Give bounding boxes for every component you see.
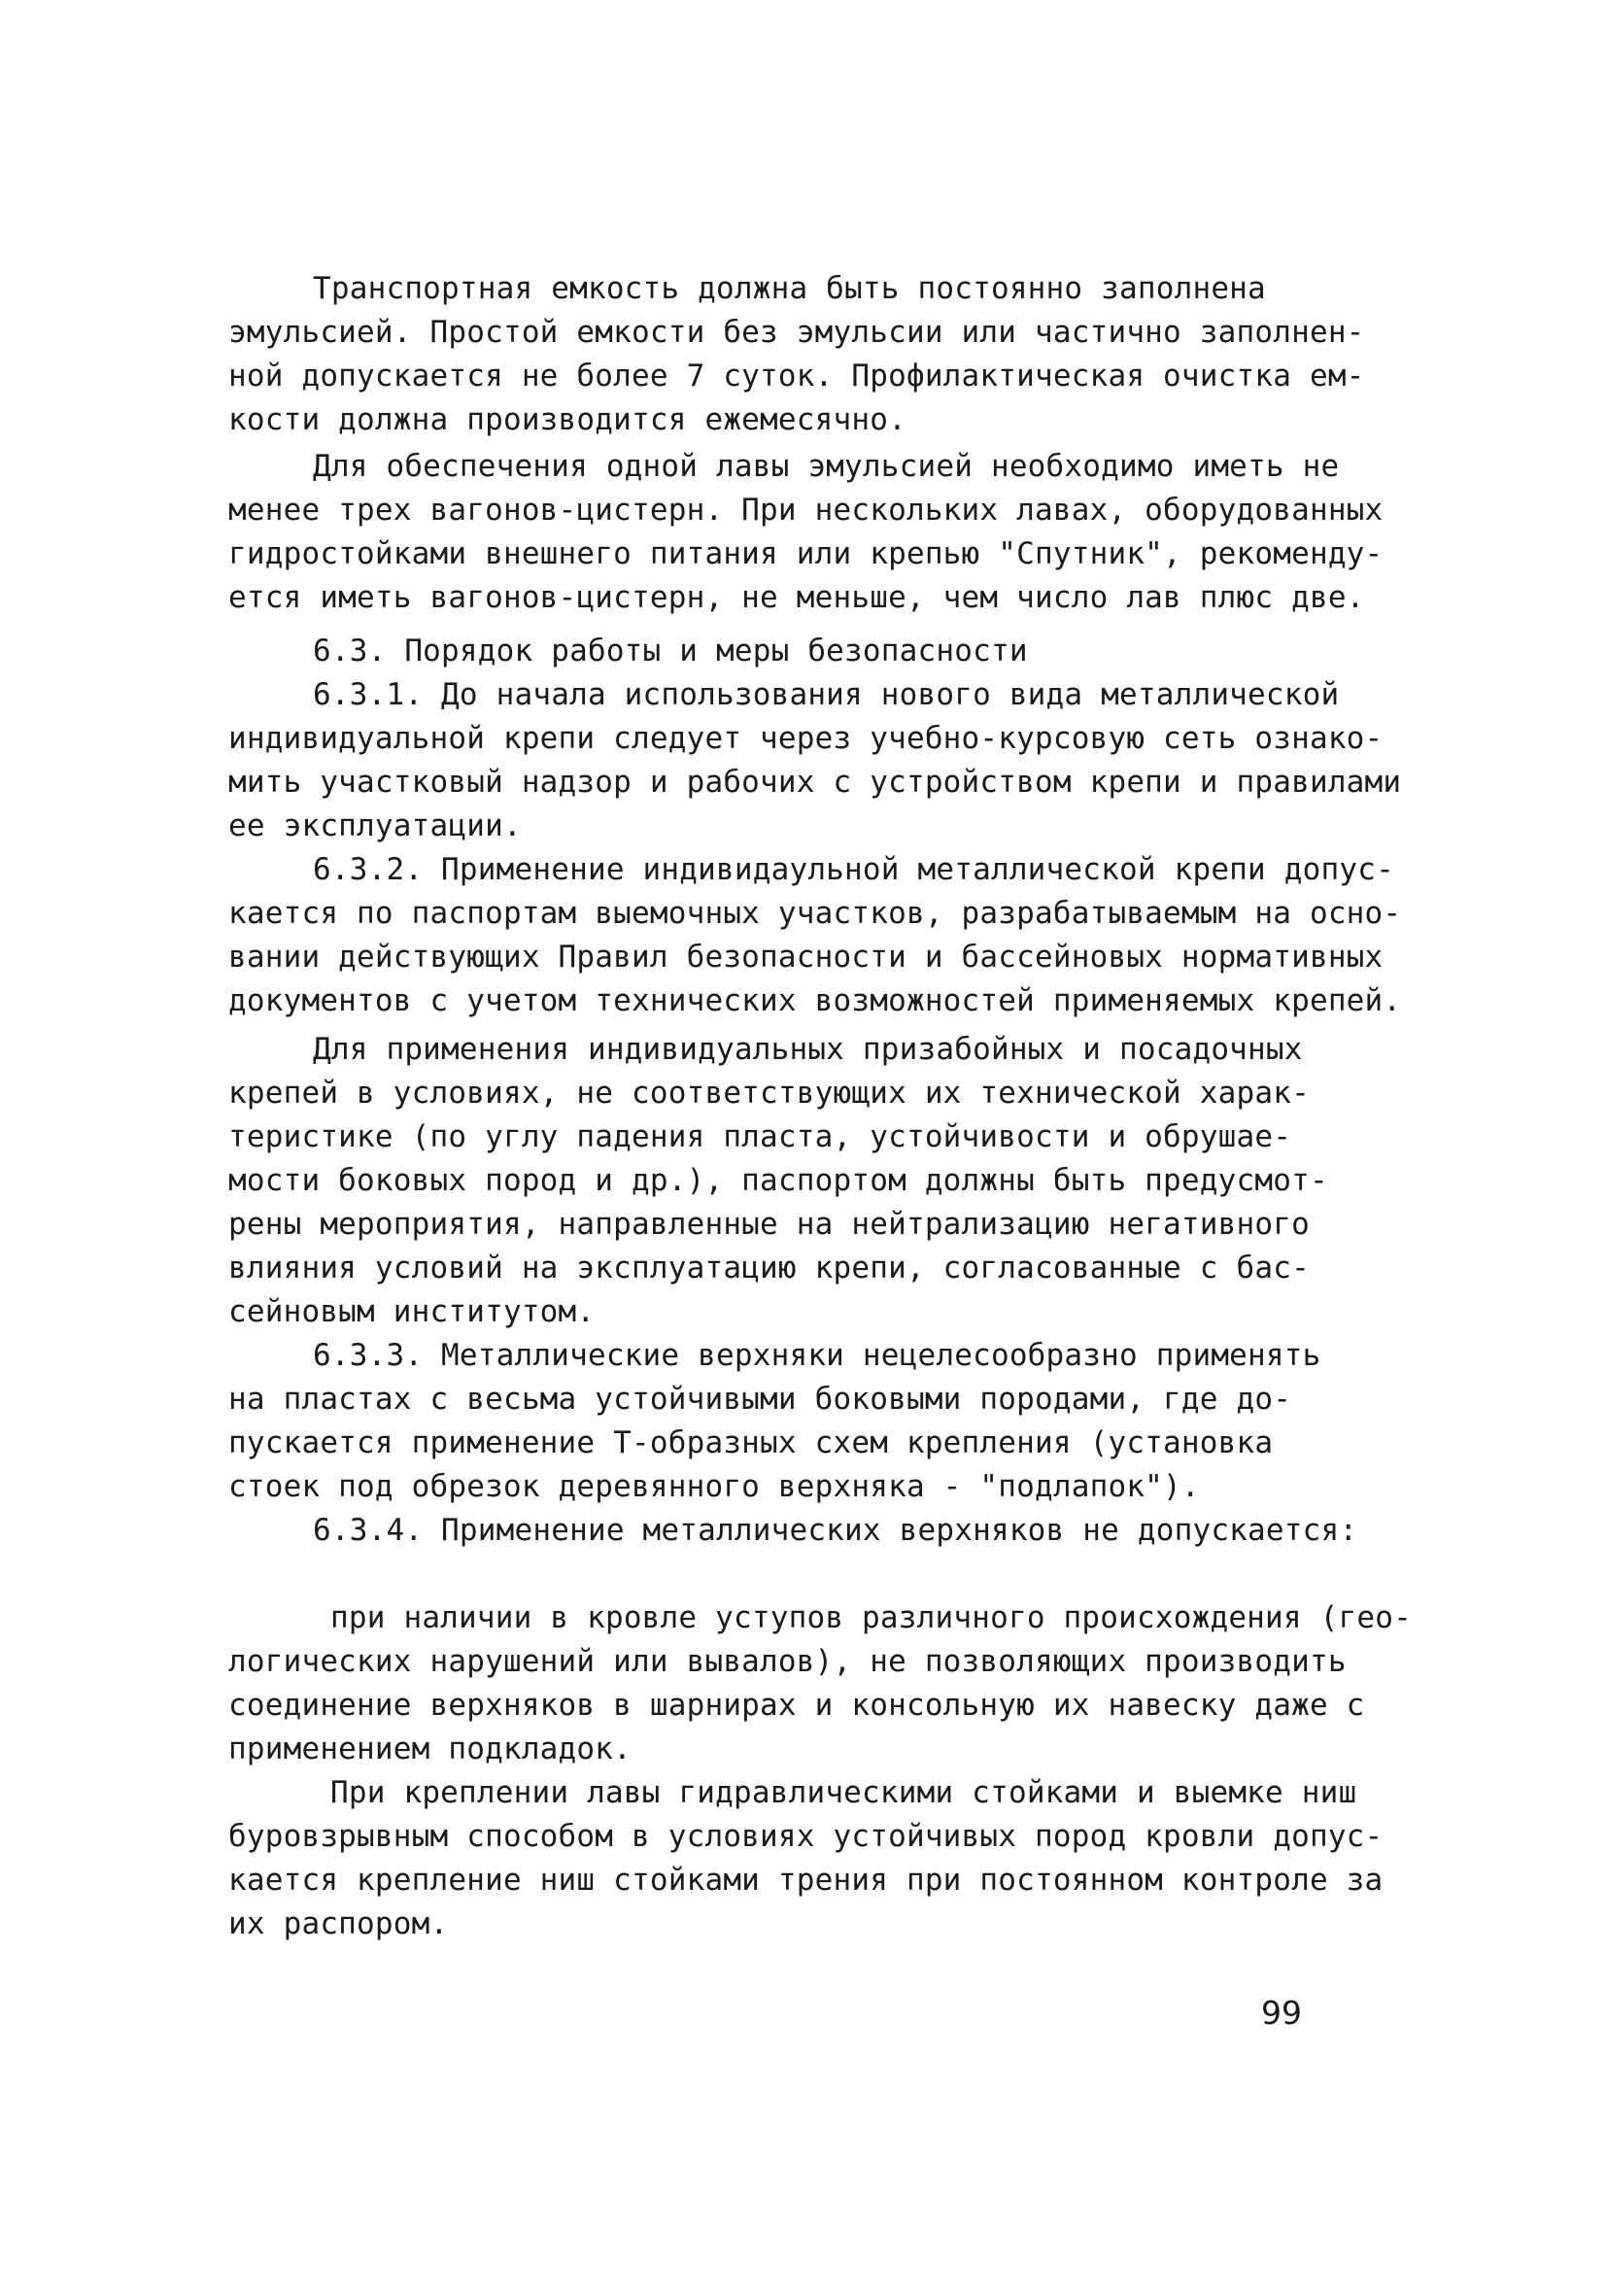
text-line: ее эксплуатации. — [228, 808, 522, 843]
text-line: ной допускается не более 7 суток. Профилактическая очистка ем- — [228, 359, 1365, 394]
text-line: 6.3.3. Металлические верхняки нецелесообразно применять — [313, 1338, 1321, 1373]
text-line: стоек под обрезок деревянного верхняка - "подлапок"). — [228, 1469, 1200, 1504]
text-line: вании действующих Правил безопасности и бассейновых нормативных — [228, 940, 1384, 975]
section-heading: 6.3. Порядок работы и меры безопасности — [313, 634, 1028, 668]
text-line: мости боковых пород и др.), паспортом должны быть предусмот- — [228, 1163, 1328, 1198]
text-line: влияния условий на эксплуатацию крепи, согласованные с бас- — [228, 1251, 1310, 1285]
page-number: 99 — [1261, 1994, 1302, 2032]
text-line: кости должна производится ежемесячно. — [228, 402, 906, 437]
text-line: сейновым институтом. — [228, 1294, 596, 1329]
text-line: индивидуальной крепи следует через учебно-курсовую сеть ознако- — [228, 721, 1384, 756]
text-line: их распором. — [228, 1906, 449, 1941]
text-line: мить участковый надзор и рабочих с устройством крепи и правилами — [228, 765, 1402, 800]
text-line: применением подкладок. — [228, 1731, 632, 1766]
text-line: 6.3.1. До начала использования нового вида металлической — [313, 677, 1340, 712]
text-line: рены мероприятия, направленные на нейтрализацию негативного — [228, 1207, 1310, 1242]
text-line: соединение верхняков в шарнирах и консольную их навеску даже с — [228, 1688, 1365, 1723]
text-line: кается крепление ниш стойками трения при постоянном контроле за — [228, 1863, 1384, 1898]
text-line: документов с учетом технических возможностей применяемых крепей. — [228, 983, 1402, 1018]
text-line: пускается применение Т-образных схем крепления (установка — [228, 1425, 1274, 1460]
text-line: буровзрывным способом в условиях устойчивых пород кровли допус- — [228, 1819, 1384, 1854]
text-line: на пластах с весьма устойчивыми боковыми породами, где до- — [228, 1382, 1292, 1417]
text-line: Для обеспечения одной лавы эмульсией необходимо иметь не — [313, 449, 1340, 484]
text-line: теристике (по углу падения пласта, устойчивости и обрушае- — [228, 1119, 1292, 1154]
text-line: 6.3.2. Применение индивидаульной металлической крепи допус- — [313, 852, 1394, 887]
text-line: Транспортная емкость должна быть постоянно заполнена — [313, 271, 1266, 306]
text-line: логических нарушений или вывалов), не позволяющих производить — [228, 1644, 1347, 1679]
text-line: кается по паспортам выемочных участков, разрабатываемым на осно- — [228, 896, 1402, 931]
text-line: ется иметь вагонов-цистерн, не меньше, чем число лав плюс две. — [228, 580, 1365, 615]
text-line: 6.3.4. Применение металлических верхняков не допускается: — [313, 1513, 1358, 1548]
text-line: менее трех вагонов-цистерн. При нескольких лавах, оборудованных — [228, 493, 1384, 528]
text-line: При креплении лавы гидравлическими стойками и выемке ниш — [330, 1775, 1357, 1810]
text-line: крепей в условиях, не соответствующих их технической харак- — [228, 1076, 1310, 1111]
text-line: гидростойками внешнего питания или крепью "Спутник", рекоменду- — [228, 536, 1384, 571]
text-line: Для применения индивидуальных призабойных и посадочных — [313, 1032, 1303, 1067]
text-line: эмульсией. Простой емкости без эмульсии или частично заполнен- — [228, 315, 1365, 350]
text-line: при наличии в кровле уступов различного происхождения (гео- — [330, 1600, 1412, 1635]
